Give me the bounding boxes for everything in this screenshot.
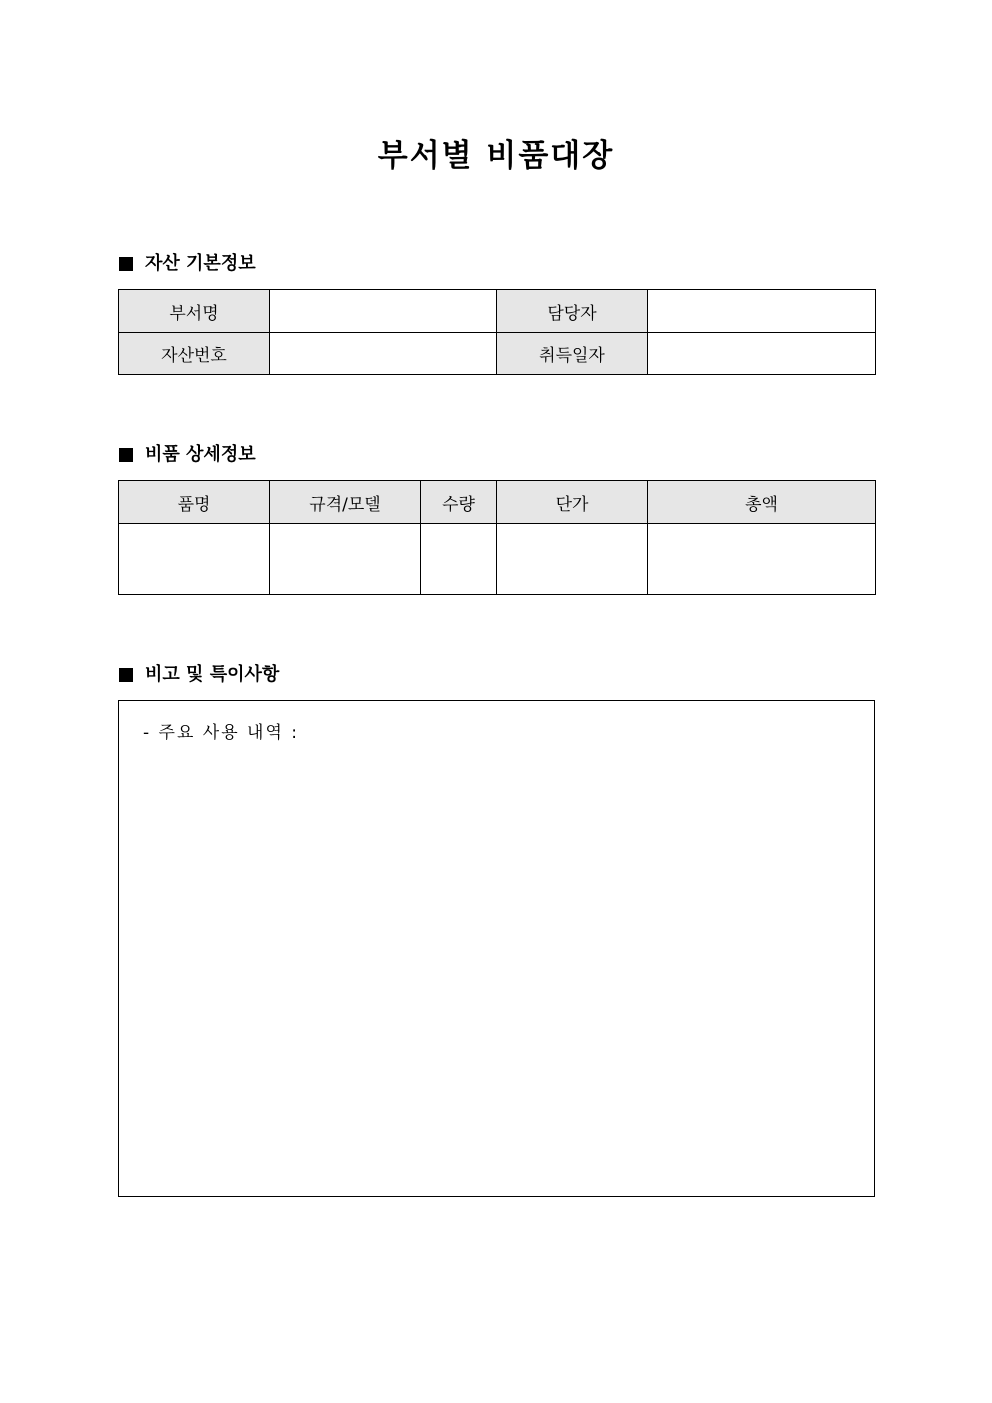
basic-info-table (118, 289, 876, 375)
acquisition-date-field[interactable] (648, 333, 876, 375)
department-field[interactable] (270, 290, 497, 333)
section-heading-label: 자산 기본정보 (145, 253, 256, 274)
notes-usage-line: - 주요 사용 내역 : (143, 723, 300, 743)
item-name-field[interactable] (119, 524, 270, 595)
page-title: 부서별 비품대장 (377, 138, 615, 174)
detail-info-table (118, 480, 876, 595)
square-bullet-icon (119, 668, 133, 682)
acquisition-date-label: 취득일자 (497, 333, 648, 375)
section-heading-basic-info (119, 252, 256, 276)
department-label: 부서명 (119, 290, 270, 333)
table-row (119, 524, 876, 595)
notes-box[interactable] (118, 700, 875, 1197)
total-field[interactable] (648, 524, 876, 595)
column-header-total: 총액 (648, 481, 876, 524)
column-header-unit-price: 단가 (497, 481, 648, 524)
square-bullet-icon (119, 448, 133, 462)
section-heading-detail-info (119, 443, 256, 467)
manager-field[interactable] (648, 290, 876, 333)
asset-number-label: 자산번호 (119, 333, 270, 375)
square-bullet-icon (119, 257, 133, 271)
column-header-item-name: 품명 (119, 481, 270, 524)
manager-label: 담당자 (497, 290, 648, 333)
section-heading-label: 비고 및 특이사항 (145, 664, 280, 685)
table-row (119, 290, 876, 333)
section-heading-label: 비품 상세정보 (145, 444, 256, 465)
spec-model-field[interactable] (270, 524, 421, 595)
column-header-spec-model: 규격/모델 (270, 481, 421, 524)
table-row (119, 333, 876, 375)
quantity-field[interactable] (421, 524, 497, 595)
unit-price-field[interactable] (497, 524, 648, 595)
section-heading-notes (119, 663, 279, 687)
table-header-row (119, 481, 876, 524)
asset-number-field[interactable] (270, 333, 497, 375)
column-header-quantity: 수량 (421, 481, 497, 524)
